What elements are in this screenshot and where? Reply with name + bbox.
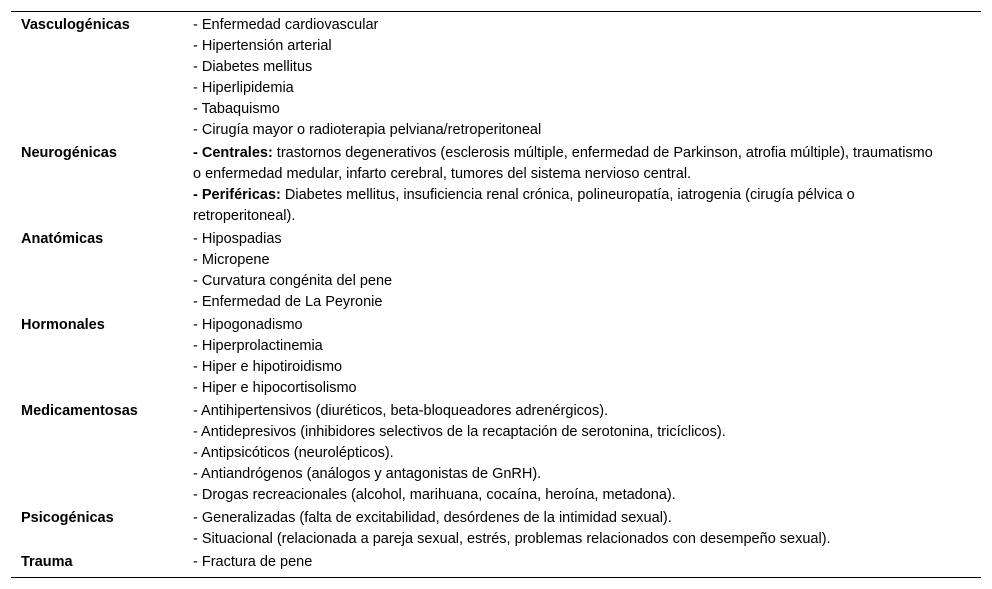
list-item: - Enfermedad cardiovascular [193,17,379,33]
category-label: Anatómicas [21,231,104,247]
category-items [193,506,981,550]
paragraph-text: Diabetes mellitus, insuficiencia renal crónica, polineuropatía, iatrogenia (cirugía pélvica o retroperitoneal). [193,187,855,224]
list-item: - Cirugía mayor o radioterapia pelviana/retroperitoneal [193,122,542,138]
category-label: Trauma [21,554,73,570]
table-row-trauma [11,550,981,578]
list-item: - Hiper e hipotiroidismo [193,359,343,375]
category-items [193,399,981,506]
list-paragraph [193,185,941,227]
list-item: - Antihipertensivos (diuréticos, beta-bloqueadores adrenérgicos). [193,403,609,419]
list-item: - Hipertensión arterial [193,38,332,54]
list-item: - Hipogonadismo [193,317,303,333]
category-label: Neurogénicas [21,145,117,161]
list-item: - Generalizadas (falta de excitabilidad, desórdenes de la intimidad sexual). [193,510,672,526]
list-item: - Fractura de pene [193,554,313,570]
category-label: Hormonales [21,317,105,333]
category-items [193,12,981,142]
list-item: - Curvatura congénita del pene [193,273,393,289]
table-row-vasculogenicas [11,12,981,142]
list-item: - Enfermedad de La Peyronie [193,294,383,310]
category-items [193,141,981,227]
list-item: - Hipospadias [193,231,282,247]
list-item: - Antidepresivos (inhibidores selectivos de la recaptación de serotonina, tricíclicos). [193,424,726,440]
list-item: - Hiperprolactinemia [193,338,323,354]
list-item: - Hiper e hipocortisolismo [193,380,357,396]
table-row-anatomicas [11,227,981,313]
causes-table [11,11,981,578]
list-item: - Micropene [193,252,270,268]
category-items [193,227,981,313]
category-label: Vasculogénicas [21,17,130,33]
table-row-hormonales [11,313,981,399]
table-row-psicogenicas [11,506,981,550]
list-item: - Tabaquismo [193,101,280,117]
paragraph-lead: - Periféricas: [193,187,281,203]
list-item: - Antipsicóticos (neurolépticos). [193,445,394,461]
list-paragraph [193,143,941,185]
paragraph-lead: - Centrales: [193,145,273,161]
list-item: - Antiandrógenos (análogos y antagonistas de GnRH). [193,466,542,482]
category-label: Medicamentosas [21,403,138,419]
list-item: - Drogas recreacionales (alcohol, marihuana, cocaína, heroína, metadona). [193,487,676,503]
category-items [193,313,981,399]
list-item: - Hiperlipidemia [193,80,294,96]
category-label: Psicogénicas [21,510,114,526]
list-item: - Situacional (relacionada a pareja sexual, estrés, problemas relacionados con desempeño sexual). [193,531,831,547]
table-row-neurogenicas [11,141,981,227]
category-items [193,550,981,578]
paragraph-text: trastornos degenerativos (esclerosis múltiple, enfermedad de Parkinson, atrofia múltiple), traumatismo o enfermedad medular, infarto cerebral, tumores del sistema nervioso central. [193,145,933,182]
table-row-medicamentosas [11,399,981,506]
list-item: - Diabetes mellitus [193,59,313,75]
